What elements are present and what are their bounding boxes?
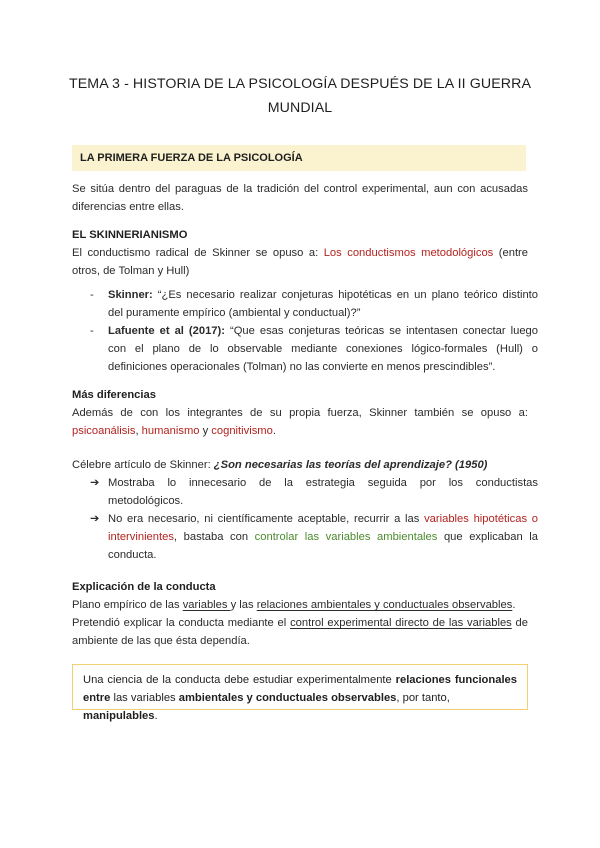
callout-line-1 [83, 671, 517, 689]
arrow-item-1-cont: metodológicos. [108, 495, 184, 507]
article-line [72, 456, 528, 474]
term-control-environmental-variables: controlar las variables ambientales [254, 531, 438, 543]
list-item-text: “¿Es necesario realizar conjeturas hipotéticas en un plano teórico distinto [152, 289, 538, 301]
arrow-bullet-icon: ➔ [90, 477, 100, 489]
callout-text: las variables [110, 692, 179, 704]
skinner-line-1-tail: (entre [493, 247, 529, 259]
skinner-line-1-text: El conductismo radical de Skinner se opuso a: [72, 247, 324, 259]
list-item-text: “Que esas conjeturas teóricas se intentasen conectar luego [224, 325, 538, 337]
term-cognitivism: cognitivismo [211, 425, 273, 437]
skinner-heading: EL SKINNERIANISMO [72, 229, 188, 241]
arrow-item-2-cont: conducta. [108, 549, 157, 561]
skinner-line-1 [72, 244, 528, 262]
explanation-heading: Explicación de la conducta [72, 581, 216, 593]
explanation-text: de [511, 617, 529, 629]
callout-bold: ambientales y conductuales observables [178, 692, 397, 704]
list-item-lafuente [108, 322, 538, 340]
separator: , [135, 425, 142, 437]
list-item-label: Lafuente et al (2017): [108, 325, 225, 337]
skinner-line-2: otros, de Tolman y Hull) [72, 265, 190, 277]
arrow-item-2 [108, 510, 538, 528]
underlined-relations: relaciones ambientales y conductuales observables [256, 599, 513, 611]
methodological-behaviorisms-link: Los conductismos metodológicos [323, 247, 494, 259]
dash-bullet: - [90, 325, 94, 337]
arrow-item-2-text: que explicaban la [437, 531, 538, 543]
explanation-line-1 [72, 596, 528, 614]
dash-bullet: - [90, 289, 94, 301]
arrow-item-2-text: No era necesario, ni científicamente aceptable, recurrir a las [108, 513, 425, 525]
callout-text: . [154, 710, 158, 722]
explanation-text: y las [230, 599, 257, 611]
arrow-item-2-text: , bastaba con [173, 531, 255, 543]
explanation-text: . [512, 599, 516, 611]
section-heading-label: LA PRIMERA FUERZA DE LA PSICOLOGÍA [80, 152, 303, 164]
separator: . [272, 425, 276, 437]
section-heading [72, 145, 526, 171]
term-intervening: intervinientes [108, 531, 174, 543]
intro-line-1: Se sitúa dentro del paraguas de la tradición del control experimental, aun con acusadas [72, 183, 528, 195]
definition-callout [72, 664, 528, 722]
callout-bold: entre [83, 692, 111, 704]
explanation-text: Pretendió explicar la conducta mediante el [72, 617, 291, 629]
callout-bold: manipulables [83, 710, 155, 722]
differences-heading: Más diferencias [72, 389, 156, 401]
list-item-label: Skinner: [108, 289, 153, 301]
arrow-bullet-icon: ➔ [90, 513, 100, 525]
term-hypothetical-variables: variables hipotéticas o [424, 513, 538, 525]
callout-bold: relaciones funcionales [395, 674, 517, 686]
explanation-text: Plano empírico de las [72, 599, 183, 611]
page-title: TEMA 3 - HISTORIA DE LA PSICOLOGÍA DESPUÉS DE LA II GUERRA MUNDIAL [68, 76, 532, 116]
explanation-line-2 [72, 614, 528, 632]
callout-text: , por tanto, [396, 692, 450, 704]
term-psychoanalysis: psicoanálisis [72, 425, 136, 437]
differences-line-2 [72, 422, 528, 440]
article-title: ¿Son necesarias las teorías del aprendizaje? (1950) [213, 459, 488, 471]
list-item-skinner-cont: del puramente empírico (ambiental y conductual)?” [108, 307, 361, 319]
article-lead: Célebre artículo de Skinner: [72, 459, 214, 471]
separator: y [199, 425, 212, 437]
list-item-lafuente-cont: con el plano de lo observable mediante conexiones lógico-formales (Hull) o [108, 343, 538, 355]
list-item-skinner [108, 286, 538, 304]
callout-text: Una ciencia de la conducta debe estudiar experimentalmente [83, 674, 396, 686]
term-humanism: humanismo [141, 425, 200, 437]
arrow-item-2-cont [108, 528, 538, 546]
explanation-line-3: ambiente de las que ésta dependía. [72, 635, 250, 647]
arrow-item-1: Mostraba lo innecesario de la estrategia seguida por los conductistas [108, 477, 538, 489]
underlined-variables: variables [182, 599, 231, 611]
intro-line-2: diferencias entre ellas. [72, 201, 184, 213]
differences-line-1: Además de con los integrantes de su propia fuerza, Skinner también se opuso a: [72, 407, 528, 419]
list-item-lafuente-cont: definiciones operacionales (Tolman) no las convierte en menos prescindibles”. [108, 361, 496, 373]
callout-line-2 [83, 689, 517, 725]
underlined-experimental-control: control experimental directo de las variables [290, 617, 512, 629]
